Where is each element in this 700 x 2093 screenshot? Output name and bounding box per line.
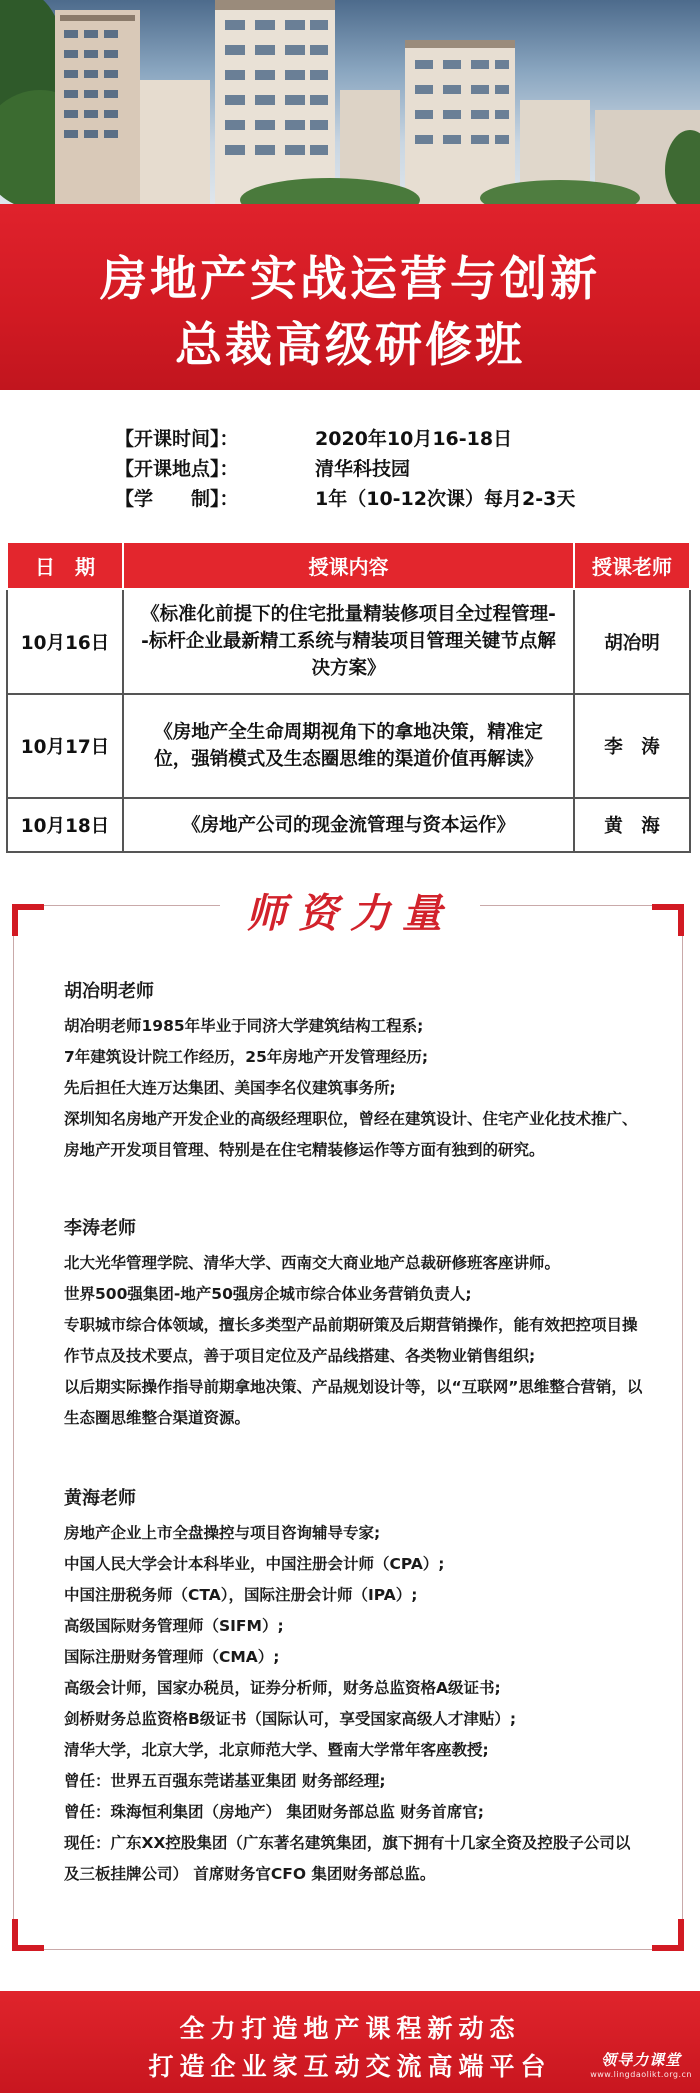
info-value: 2020年10月16-18日 xyxy=(315,428,513,450)
info-row-duration xyxy=(115,484,575,514)
profile-line: 以后期实际操作指导前期拿地决策、产品规划设计等，以“互联网”思维整合营销，以生态圈思维整合渠道资源。 xyxy=(64,1378,643,1427)
page-title-line2: 总裁高级研修班 xyxy=(175,318,525,373)
profile-hu xyxy=(64,975,644,1166)
course-info xyxy=(115,424,575,514)
info-label: 【开课时间】： xyxy=(115,428,239,450)
logo-url: www.lingdaolikt.org.cn xyxy=(590,2070,692,2079)
profile-line: 世界500强集团-地产50强房企城市综合体业务营销负责人; xyxy=(64,1285,472,1303)
schedule-table xyxy=(6,541,691,853)
profile-line: 高级会计师，国家办税员，证券分析师，财务总监资格A级证书; xyxy=(64,1679,501,1697)
corner-bracket xyxy=(12,1919,44,1951)
cell-topic: 《标准化前提下的住宅批量精装修项目全过程管理--标杆企业最新精工系统与精装项目管理关键节点解决方案》 xyxy=(123,589,574,694)
info-row-location xyxy=(115,454,575,484)
profile-name: 胡冶明老师 xyxy=(64,981,154,1002)
footer-banner xyxy=(0,1991,700,2093)
profile-line: 高级国际财务管理师（SIFM）; xyxy=(64,1617,284,1635)
profile-name: 李涛老师 xyxy=(64,1218,136,1239)
cell-teacher: 李 涛 xyxy=(574,694,690,798)
profile-line: 深圳知名房地产开发企业的高级经理职位，曾经在建筑设计、住宅产业化技术推广、房地产开发项目管理、特别是在住宅精装修运作等方面有独到的研究。 xyxy=(64,1110,638,1159)
cell-topic: 《房地产公司的现金流管理与资本运作》 xyxy=(123,798,574,852)
profile-name: 黄海老师 xyxy=(64,1488,136,1509)
column-header-teacher: 授课老师 xyxy=(574,542,690,589)
brand-logo xyxy=(590,2049,692,2079)
profile-line: 北大光华管理学院、清华大学、西南交大商业地产总裁研修班客座讲师。 xyxy=(64,1254,561,1272)
cell-date: 10月18日 xyxy=(7,798,123,852)
page-title-line1: 房地产实战运营与创新 xyxy=(100,252,600,307)
profile-line: 国际注册财务管理师（CMA）; xyxy=(64,1648,280,1666)
profile-line: 现任：广东XX控股集团（广东著名建筑集团，旗下拥有十几家全资及控股子公司以及三板挂牌公司） 首席财务官CFO 集团财务部总监。 xyxy=(64,1834,631,1883)
profile-line: 专职城市综合体领域，擅长多类型产品前期研策及后期营销操作，能有效把控项目操作节点及技术要点，善于项目定位及产品线搭建、各类物业销售组织; xyxy=(64,1316,638,1365)
footer-slogan-line2: 打造企业家互动交流高端平台 xyxy=(148,2052,552,2081)
info-value: 1年（10-12次课）每月2-3天 xyxy=(315,488,576,510)
column-header-topic: 授课内容 xyxy=(123,542,574,589)
cell-topic: 《房地产全生命周期视角下的拿地决策，精准定位，强销模式及生态圈思维的渠道价值再解读》 xyxy=(123,694,574,798)
profile-line: 曾任：珠海恒利集团（房地产） 集团财务部总监 财务首席官; xyxy=(64,1803,484,1821)
faculty-section-title xyxy=(0,882,700,939)
profile-line: 曾任：世界五百强东莞诺基亚集团 财务部经理; xyxy=(64,1772,386,1790)
info-label: 【开课地点】： xyxy=(115,458,239,480)
profile-line: 胡冶明老师1985年毕业于同济大学建筑结构工程系; xyxy=(64,1017,424,1035)
footer-slogan-line1: 全力打造地产课程新动态 xyxy=(179,2014,521,2043)
profile-line: 中国人民大学会计本科毕业，中国注册会计师（CPA）; xyxy=(64,1555,445,1573)
skyline-illustration xyxy=(0,0,700,204)
profile-huang xyxy=(64,1482,644,1890)
profile-line: 中国注册税务师（CTA），国际注册会计师（IPA）; xyxy=(64,1586,418,1604)
title-banner xyxy=(0,204,700,390)
profile-li xyxy=(64,1212,644,1434)
cell-teacher: 胡冶明 xyxy=(574,589,690,694)
table-row xyxy=(7,798,690,852)
profile-line: 7年建筑设计院工作经历，25年房地产开发管理经历; xyxy=(64,1048,429,1066)
faculty-title-text: 师资力量 xyxy=(220,882,480,939)
corner-bracket xyxy=(652,1919,684,1951)
info-row-time xyxy=(115,424,575,454)
info-label: 【学 制】： xyxy=(115,488,239,510)
profile-line: 房地产企业上市全盘操控与项目咨询辅导专家; xyxy=(64,1524,381,1542)
info-value: 清华科技园 xyxy=(315,458,411,480)
column-header-date: 日 期 xyxy=(7,542,123,589)
profile-line: 清华大学，北京大学，北京师范大学、暨南大学常年客座教授; xyxy=(64,1741,489,1759)
table-header-row xyxy=(7,542,690,589)
logo-text: 领导力课堂 xyxy=(601,2051,682,2069)
cell-date: 10月16日 xyxy=(7,589,123,694)
cell-teacher: 黄 海 xyxy=(574,798,690,852)
cell-date: 10月17日 xyxy=(7,694,123,798)
profile-line: 先后担任大连万达集团、美国李名仪建筑事务所; xyxy=(64,1079,396,1097)
table-row xyxy=(7,589,690,694)
profile-line: 剑桥财务总监资格B级证书（国际认可，享受国家高级人才津贴）; xyxy=(64,1710,517,1728)
hero-banner xyxy=(0,0,700,204)
table-row xyxy=(7,694,690,798)
